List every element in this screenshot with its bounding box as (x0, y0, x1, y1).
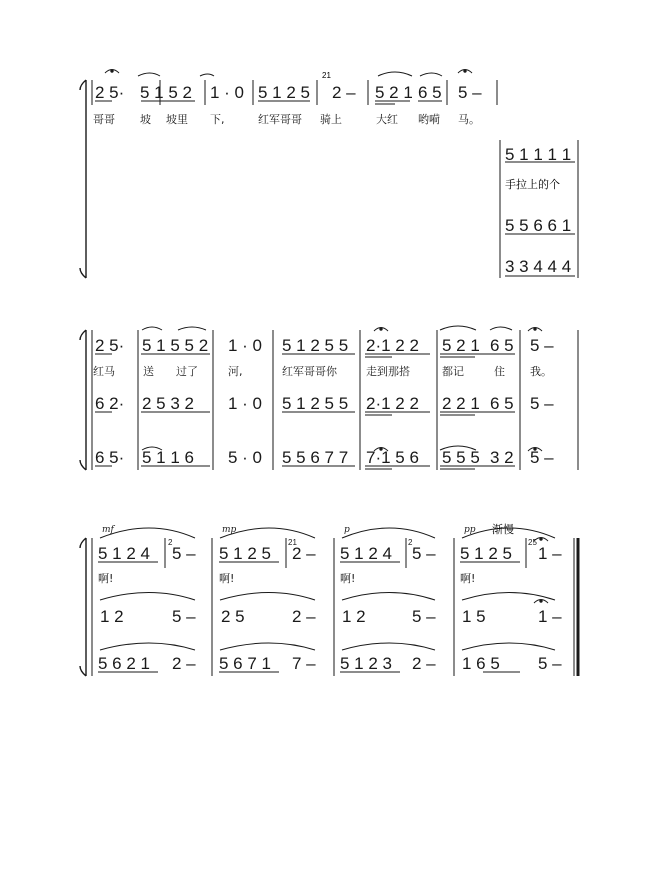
s1-lyric-1: 哥哥 (93, 113, 115, 126)
side-mid-notes: 5 5 6 6 1 (505, 216, 572, 235)
s3-meter-4: 25 (528, 538, 537, 547)
s2-alt-4: 5 1 2 5 5 (282, 394, 349, 413)
s1-m2-notes: 5 1 5 2 (140, 83, 192, 102)
s3-sop-6: 5 – (412, 544, 436, 563)
s2-sop-5: 2·1 2 2 (366, 336, 419, 355)
s2-alt-8: 5 – (530, 394, 554, 413)
s3-lyric-4: 啊! (460, 572, 476, 585)
s1-lyric-4: 下, (210, 113, 225, 126)
dyn-mp: mp (222, 525, 237, 535)
s3-sop-5: 5 1 2 4 (340, 544, 392, 563)
s3-bass-5: 5 1 2 3 (340, 654, 392, 673)
s3-sop-8: 1 – (538, 544, 562, 563)
side-bot-notes: 3 3 4 4 4 (505, 257, 572, 276)
s2-bass-5: 7·1 5 6 (366, 448, 419, 467)
s3-meter-2: 21 (288, 538, 297, 547)
s3-sop-1: 5 1 2 4 (98, 544, 150, 563)
s3-bass-3: 5 6 7 1 (219, 654, 271, 673)
s2-lyric-1: 红马 (93, 365, 115, 378)
s3-alt-4: 2 – (292, 607, 316, 626)
s2-bass-8: 5 – (530, 448, 554, 467)
s2-lyric-4: 河, (228, 365, 243, 378)
dyn-pp: pp (464, 525, 476, 535)
s1-lyric-8: 哟嗬 (418, 113, 440, 126)
s2-lyric-3: 过了 (176, 365, 198, 378)
s3-sop-2: 5 – (172, 544, 196, 563)
s1-m1-notes: 2 5· (95, 83, 125, 102)
s2-bass-2: 5 1 1 6 (142, 448, 194, 467)
s3-bass-1: 5 6 2 1 (98, 654, 150, 673)
s2-sop-4: 5 1 2 5 5 (282, 336, 349, 355)
s3-alt-1: 1 2 (100, 607, 124, 626)
s3-alt-7: 1 5 (462, 607, 486, 626)
s2-lyric-2: 送 (143, 365, 154, 378)
s2-alt-6: 2 2 1 (442, 394, 480, 413)
s1-lyric-6: 骑上 (320, 113, 342, 126)
s2-sop-3: 1 · 0 (228, 336, 263, 355)
s3-meter-3: 2 (408, 538, 413, 547)
s3-lyric-3: 啊! (340, 572, 356, 585)
s1-m7-notes: 5 – (458, 83, 482, 102)
s1-m5-notes: 2 – (332, 83, 356, 102)
system2-brace (80, 330, 86, 470)
s2-alt-2: 2 5 3 2 (142, 394, 194, 413)
s3-sop-7: 5 1 2 5 (460, 544, 512, 563)
s3-bass-6: 2 – (412, 654, 436, 673)
s1-meter: 21 (322, 71, 331, 80)
s1-lyric-7: 大红 (376, 113, 398, 126)
tempo-mark: 渐慢 (492, 523, 514, 536)
system1-brace (80, 80, 86, 278)
s3-alt-2: 5 – (172, 607, 196, 626)
dyn-mf: mf (102, 525, 114, 535)
s2-bass-6: 5 5 5 (442, 448, 480, 467)
s1-lyric-5: 红军哥哥 (258, 113, 302, 126)
s2-lyric-9: 我。 (530, 365, 552, 378)
s2-alt-5: 2·1 2 2 (366, 394, 419, 413)
s3-meter-1: 2 (168, 538, 173, 547)
s2-lyric-7: 都记 (442, 365, 464, 378)
s3-sop-3: 5 1 2 5 (219, 544, 271, 563)
s2-lyric-8: 住 (494, 365, 505, 378)
s1-m3-notes: 1 · 0 (210, 83, 245, 102)
s2-alt-1: 6 2· (95, 394, 125, 413)
s2-alt-3: 1 · 0 (228, 394, 263, 413)
s1-m6-notes: 5 2 1 (375, 83, 413, 102)
s2-sop-6: 5 2 1 (442, 336, 480, 355)
s3-bass-8: 5 – (538, 654, 562, 673)
s2-sop-7: 6 5 (490, 336, 514, 355)
s2-sop-8: 5 – (530, 336, 554, 355)
s2-bass-3: 5 · 0 (228, 448, 263, 467)
s2-alt-7: 6 5 (490, 394, 514, 413)
s3-bass-4: 7 – (292, 654, 316, 673)
dyn-p: p (344, 525, 350, 535)
s1-lyric-9: 马。 (458, 113, 480, 126)
s3-sop-4: 2 – (292, 544, 316, 563)
s3-bass-7: 1 6 5 (462, 654, 500, 673)
side-lyric: 手拉上的个 (505, 178, 560, 191)
side-top-notes: 5 1 1 1 1 (505, 145, 572, 164)
s2-lyric-6: 走到那搭 (366, 365, 410, 378)
s1-m4-notes: 5 1 2 5 (258, 83, 310, 102)
s2-bass-4: 5 5 6 7 7 (282, 448, 349, 467)
s2-bass-1: 6 5· (95, 448, 125, 467)
s3-lyric-1: 啊! (98, 572, 114, 585)
s2-sop-2: 5 1 5 5 2 (142, 336, 209, 355)
s3-lyric-2: 啊! (219, 572, 235, 585)
s2-lyric-5: 红军哥哥你 (282, 365, 337, 378)
s1-lyric-3: 坡里 (166, 113, 188, 126)
s1-lyric-2: 坡 (140, 113, 151, 126)
s3-alt-5: 1 2 (342, 607, 366, 626)
s3-alt-3: 2 5 (221, 607, 245, 626)
s1-m6b-notes: 6 5 (418, 83, 442, 102)
s2-bass-7: 3 2 (490, 448, 514, 467)
system3-brace (80, 538, 86, 676)
s3-bass-2: 2 – (172, 654, 196, 673)
s2-sop-1: 2 5· (95, 336, 125, 355)
s3-alt-8: 1 – (538, 607, 562, 626)
s3-alt-6: 5 – (412, 607, 436, 626)
